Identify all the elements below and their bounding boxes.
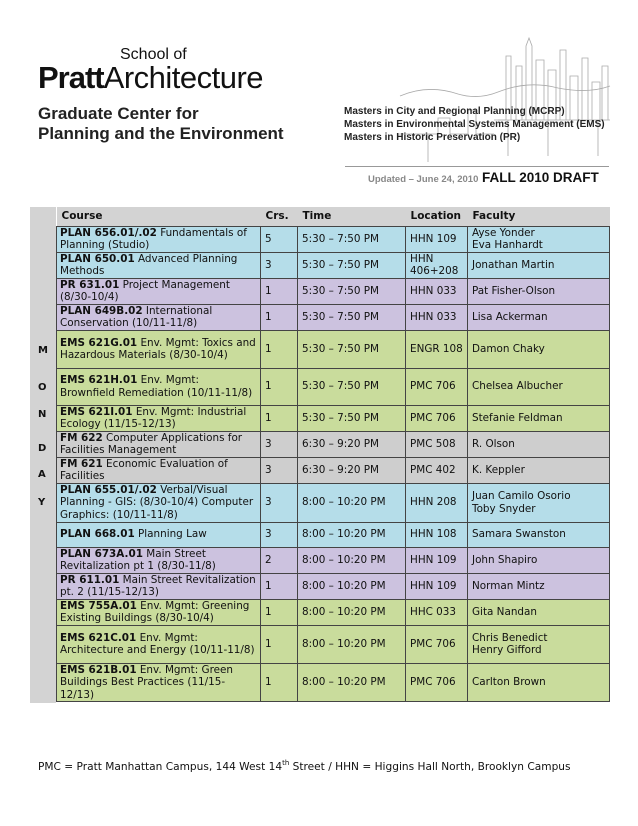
- location-cell: HHN 109: [406, 547, 468, 573]
- faculty-cell: [468, 457, 610, 483]
- day-column-monday: [30, 207, 56, 703]
- course-code: PLAN 673A.01: [60, 547, 143, 560]
- table-row: [57, 663, 610, 702]
- time-cell: 8:00 – 10:20 PM: [298, 573, 406, 599]
- footer-text-part1: PMC = Pratt Manhattan Campus, 144 West 14: [38, 761, 283, 773]
- credits-cell: 3: [261, 431, 298, 457]
- center-title-line1: Graduate Center for: [38, 104, 199, 123]
- course-title: Advanced Planning Methods: [60, 252, 238, 277]
- location-cell: PMC 706: [406, 625, 468, 663]
- location-cell: PMC 402: [406, 457, 468, 483]
- table-row: [57, 483, 610, 522]
- course-title: Planning Law: [134, 528, 207, 541]
- time-cell: 6:30 – 9:20 PM: [298, 431, 406, 457]
- table-row: [57, 547, 610, 573]
- time-cell: 5:30 – 7:50 PM: [298, 405, 406, 431]
- faculty-cell: [468, 226, 610, 252]
- time-cell: 5:30 – 7:50 PM: [298, 252, 406, 278]
- course-cell: [57, 304, 261, 330]
- credits-cell: 2: [261, 547, 298, 573]
- table-row: [57, 252, 610, 278]
- course-code: FM 621: [60, 457, 103, 470]
- day-letter: M: [38, 345, 48, 356]
- course-cell: [57, 431, 261, 457]
- course-cell: [57, 368, 261, 405]
- faculty-name: Carlton Brown: [472, 676, 546, 688]
- course-code: EMS 755A.01: [60, 599, 137, 612]
- location-cell: PMC 706: [406, 368, 468, 405]
- time-cell: 5:30 – 7:50 PM: [298, 226, 406, 252]
- course-title: Project Management (8/30-10/4): [60, 278, 230, 303]
- table-row: [57, 405, 610, 431]
- course-title: Env. Mgmt: Toxics and Hazardous Materials (8/30-10/4): [60, 336, 256, 361]
- credits-cell: 1: [261, 304, 298, 330]
- table-row: [57, 431, 610, 457]
- course-cell: [57, 252, 261, 278]
- table-row: [57, 226, 610, 252]
- location-cell: HHN 208: [406, 483, 468, 522]
- faculty-cell: [468, 278, 610, 304]
- course-cell: [57, 522, 261, 547]
- time-cell: 5:30 – 7:50 PM: [298, 278, 406, 304]
- course-title: Env. Mgmt: Brownfield Remediation (10/11-11/8): [60, 374, 253, 399]
- location-cell: HHN 033: [406, 278, 468, 304]
- location-cell: HHN 109: [406, 573, 468, 599]
- table-header-row: [57, 207, 610, 226]
- faculty-name: Eva Hanhardt: [472, 239, 543, 251]
- day-letter: A: [38, 469, 46, 480]
- table-row: [57, 522, 610, 547]
- credits-cell: 3: [261, 522, 298, 547]
- updated-date: Updated – June 24, 2010: [368, 174, 479, 185]
- faculty-name: Lisa Ackerman: [472, 310, 548, 323]
- city-skyline-sketch: [398, 36, 612, 164]
- faculty-name: Gita Nandan: [472, 605, 537, 618]
- location-cell: ENGR 108: [406, 330, 468, 368]
- course-title: Fundamentals of Planning (Studio): [60, 226, 247, 251]
- center-title: [38, 104, 284, 144]
- faculty-name: John Shapiro: [472, 553, 538, 566]
- time-cell: 8:00 – 10:20 PM: [298, 522, 406, 547]
- location-cell: HHN 109: [406, 226, 468, 252]
- footer-text-part2: Street / HHN = Higgins Hall North, Brooklyn Campus: [289, 761, 571, 773]
- course-cell: [57, 405, 261, 431]
- credits-cell: 1: [261, 405, 298, 431]
- time-cell: 8:00 – 10:20 PM: [298, 599, 406, 625]
- faculty-name: K. Keppler: [472, 463, 525, 476]
- program-ems: Masters in Environmental Systems Management (EMS): [344, 119, 605, 130]
- location-cell: PMC 706: [406, 663, 468, 702]
- course-code: PLAN 655.01/.02: [60, 483, 157, 496]
- course-code: EMS 621H.01: [60, 374, 138, 386]
- faculty-cell: [468, 522, 610, 547]
- table-row: [57, 330, 610, 368]
- faculty-name: Chris Benedict: [472, 631, 548, 644]
- credits-cell: 1: [261, 278, 298, 304]
- draft-title: FALL 2010 DRAFT: [482, 170, 599, 185]
- course-code: PLAN 650.01: [60, 252, 135, 265]
- course-cell: [57, 457, 261, 483]
- faculty-name: Chelsea Albucher: [472, 380, 563, 393]
- day-letter: O: [38, 382, 47, 393]
- faculty-name: Samara Swanston: [472, 528, 566, 541]
- course-code: EMS 621G.01: [60, 336, 138, 349]
- program-mcrp: Masters in City and Regional Planning (MCRP): [344, 106, 565, 117]
- course-cell: [57, 226, 261, 252]
- schedule-table: [56, 207, 610, 702]
- logo-school-of: School of: [120, 46, 187, 63]
- faculty-name: Pat Fisher-Olson: [472, 284, 556, 297]
- faculty-cell: [468, 252, 610, 278]
- table-row: [57, 368, 610, 405]
- course-title: Economic Evaluation of Facilities: [60, 457, 228, 482]
- course-title: Main Street Revitalization pt. 2 (11/15-12/13): [60, 573, 256, 598]
- course-code: PLAN 649B.02: [60, 304, 143, 317]
- faculty-name: Ayse Yonder: [472, 226, 535, 239]
- header-divider: [345, 166, 609, 167]
- faculty-name: Henry Gifford: [472, 644, 542, 656]
- location-cell: PMC 508: [406, 431, 468, 457]
- course-code: PLAN 668.01: [60, 528, 135, 541]
- course-cell: [57, 547, 261, 573]
- faculty-name: R. Olson: [472, 437, 515, 450]
- faculty-name: Juan Camilo Osorio: [472, 490, 571, 502]
- location-cell: HHN 033: [406, 304, 468, 330]
- day-letter: Y: [38, 497, 46, 508]
- location-cell: HHN 108: [406, 522, 468, 547]
- course-title: Env. Mgmt: Architecture and Energy (10/11-11/8): [60, 631, 255, 656]
- column-header-credits: Crs.: [261, 207, 298, 226]
- program-list: [344, 105, 605, 144]
- faculty-cell: [468, 368, 610, 405]
- faculty-name: Toby Snyder: [472, 502, 536, 515]
- faculty-cell: [468, 330, 610, 368]
- table-row: [57, 304, 610, 330]
- faculty-name: Stefanie Feldman: [472, 411, 563, 424]
- faculty-cell: [468, 663, 610, 702]
- faculty-cell: [468, 547, 610, 573]
- faculty-cell: [468, 405, 610, 431]
- course-title: Env. Mgmt: Green Buildings Best Practices (11/15-12/13): [60, 663, 233, 701]
- credits-cell: 1: [261, 625, 298, 663]
- column-header-time: Time: [298, 207, 406, 226]
- program-pr: Masters in Historic Preservation (PR): [344, 132, 521, 143]
- time-cell: 6:30 – 9:20 PM: [298, 457, 406, 483]
- course-title: Computer Applications for Facilities Management: [60, 431, 243, 456]
- faculty-name: Damon Chaky: [472, 342, 545, 355]
- day-letter: D: [38, 443, 47, 454]
- course-title: Env. Mgmt: Greening Existing Buildings (8/30-10/4): [60, 599, 250, 624]
- time-cell: 8:00 – 10:20 PM: [298, 663, 406, 702]
- pratt-architecture-logo: [38, 60, 263, 96]
- course-code: PR 611.01: [60, 573, 120, 586]
- course-title: Env. Mgmt: Industrial Ecology (11/15-12/13): [60, 405, 247, 430]
- course-code: EMS 621I.01: [60, 405, 133, 418]
- course-cell: [57, 573, 261, 599]
- table-row: [57, 573, 610, 599]
- course-cell: [57, 278, 261, 304]
- campus-legend-footer: [38, 761, 571, 773]
- time-cell: 8:00 – 10:20 PM: [298, 625, 406, 663]
- course-cell: [57, 599, 261, 625]
- course-cell: [57, 330, 261, 368]
- table-row: [57, 625, 610, 663]
- faculty-cell: [468, 573, 610, 599]
- course-cell: [57, 663, 261, 702]
- credits-cell: 5: [261, 226, 298, 252]
- course-cell: [57, 483, 261, 522]
- table-row: [57, 278, 610, 304]
- course-cell: [57, 625, 261, 663]
- faculty-name: Norman Mintz: [472, 579, 545, 592]
- time-cell: 8:00 – 10:20 PM: [298, 547, 406, 573]
- time-cell: 8:00 – 10:20 PM: [298, 483, 406, 522]
- course-title: International Conservation (10/11-11/8): [60, 304, 213, 329]
- credits-cell: 1: [261, 573, 298, 599]
- time-cell: 5:30 – 7:50 PM: [298, 304, 406, 330]
- course-title: Main Street Revitalization pt 1 (8/30-11/8): [60, 547, 216, 572]
- course-code: PLAN 656.01/.02: [60, 226, 157, 239]
- center-title-line2: Planning and the Environment: [38, 124, 284, 143]
- course-code: EMS 621B.01: [60, 663, 137, 676]
- credits-cell: 1: [261, 663, 298, 702]
- course-code: PR 631.01: [60, 278, 120, 291]
- logo-architecture: Architecture: [103, 60, 264, 95]
- credits-cell: 3: [261, 483, 298, 522]
- logo-pratt: Pratt: [38, 60, 104, 95]
- time-cell: 5:30 – 7:50 PM: [298, 368, 406, 405]
- location-cell: PMC 706: [406, 405, 468, 431]
- location-cell: HHN 406+208: [406, 252, 468, 278]
- faculty-cell: [468, 431, 610, 457]
- credits-cell: 1: [261, 599, 298, 625]
- faculty-cell: [468, 304, 610, 330]
- day-letter: N: [38, 409, 47, 420]
- credits-cell: 3: [261, 252, 298, 278]
- course-code: EMS 621C.01: [60, 631, 137, 644]
- faculty-cell: [468, 625, 610, 663]
- time-cell: 5:30 – 7:50 PM: [298, 330, 406, 368]
- faculty-cell: [468, 483, 610, 522]
- credits-cell: 1: [261, 330, 298, 368]
- table-row: [57, 599, 610, 625]
- faculty-name: Jonathan Martin: [472, 258, 555, 271]
- course-code: FM 622: [60, 431, 103, 444]
- footer-superscript: th: [282, 759, 290, 767]
- faculty-cell: [468, 599, 610, 625]
- column-header-faculty: Faculty: [468, 207, 610, 226]
- column-header-course: Course: [57, 207, 261, 226]
- course-title: Verbal/Visual Planning - GIS: (8/30-10/4) Computer Graphics: (10/11-11/8): [60, 483, 254, 521]
- credits-cell: 1: [261, 368, 298, 405]
- column-header-location: Location: [406, 207, 468, 226]
- credits-cell: 3: [261, 457, 298, 483]
- table-row: [57, 457, 610, 483]
- location-cell: HHC 033: [406, 599, 468, 625]
